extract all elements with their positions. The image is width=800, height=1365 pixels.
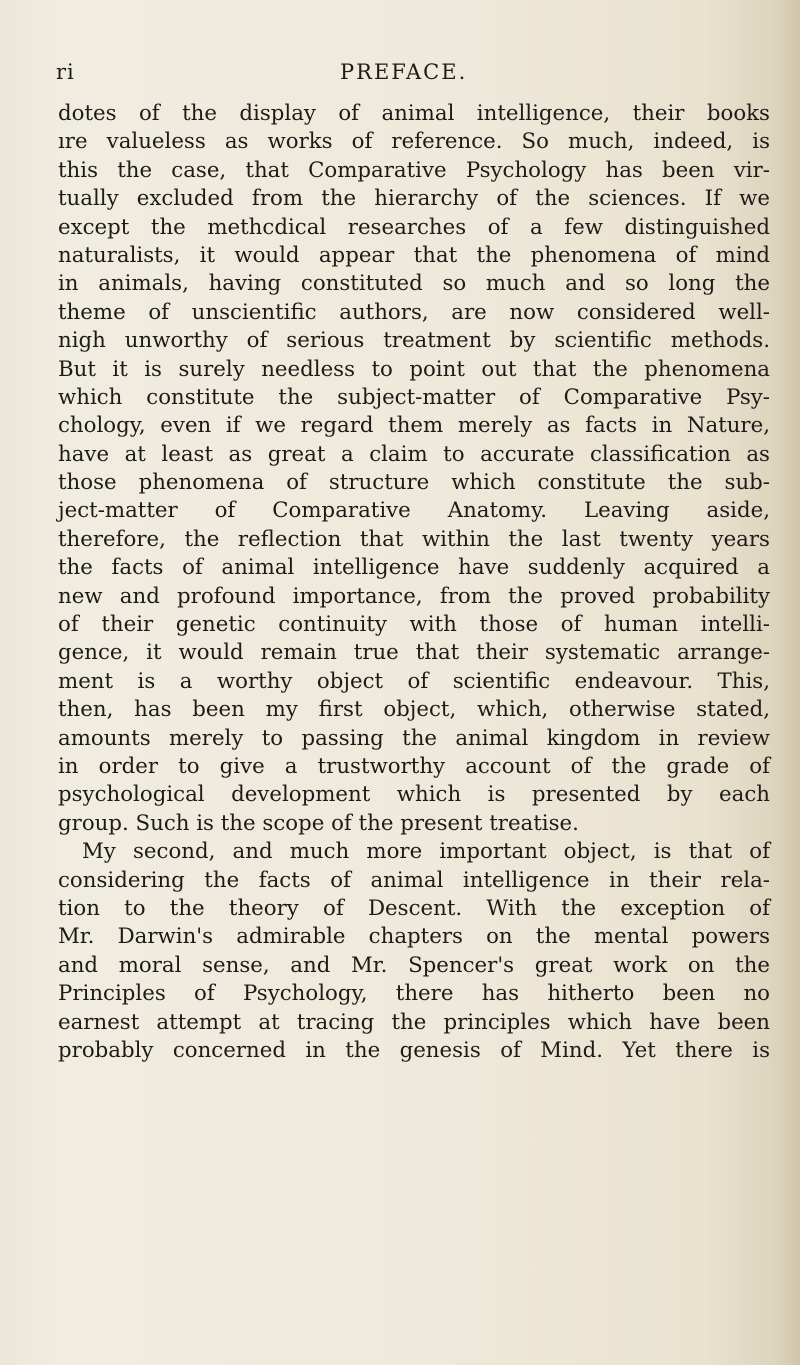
text-line: ment is a worthy object of scientific endeavour. This,: [58, 668, 770, 694]
text-line: gence, it would remain true that their systematic arrange-: [58, 640, 770, 666]
text-line: considering the facts of animal intelligence in their rela-: [58, 867, 770, 893]
text-line: chology, even if we regard them merely as facts in Nature,: [58, 413, 770, 439]
paragraph-start-line: My second, and much more important object, is that of: [82, 839, 770, 865]
text-line: and moral sense, and Mr. Spencer's great work on the: [58, 952, 770, 978]
text-line: naturalists, it would appear that the phenomena of mind: [58, 242, 770, 268]
text-line: dotes of the display of animal intelligence, their books: [58, 101, 770, 126]
text-line: this the case, that Comparative Psychology has been vir-: [58, 157, 770, 183]
text-line: But it is surely needless to point out that the phenomena: [58, 356, 770, 382]
text-line: in animals, having constituted so much and so long the: [58, 271, 770, 297]
text-line: probably concerned in the genesis of Mind. Yet there is: [58, 1037, 770, 1063]
text-line: Mr. Darwin's admirable chapters on the mental powers: [58, 924, 770, 950]
text-line: psychological development which is presented by each: [58, 782, 770, 808]
running-head: [0, 60, 800, 88]
text-line: new and profound importance, from the proved probability: [58, 583, 770, 609]
text-line: therefore, the reflection that within the last twenty years: [58, 526, 770, 552]
text-line: of their genetic continuity with those of human intelli-: [58, 612, 770, 638]
text-line: except the methcdical researches of a few distinguished: [58, 214, 770, 240]
text-line: those phenomena of structure which constitute the sub-: [58, 470, 770, 496]
text-line: theme of unscientific authors, are now considered well-: [58, 299, 770, 325]
page-number: ri: [56, 60, 75, 84]
paragraph-end-line: group. Such is the scope of the present treatise.: [58, 810, 579, 836]
body-text: [58, 100, 770, 1065]
text-line: have at least as great a claim to accurate classification as: [58, 441, 770, 467]
text-line: tually excluded from the hierarchy of the sciences. If we: [58, 186, 770, 212]
text-line: which constitute the subject-matter of Comparative Psy-: [58, 384, 770, 410]
text-line: Principles of Psychology, there has hitherto been no: [58, 981, 770, 1007]
text-line: earnest attempt at tracing the principles which have been: [58, 1009, 770, 1035]
text-line: tion to the theory of Descent. With the exception of: [58, 895, 770, 921]
text-line: in order to give a trustworthy account of the grade of: [58, 753, 770, 779]
text-line: ıre valueless as works of reference. So much, indeed, is: [58, 129, 770, 155]
text-line: then, has been my first object, which, otherwise stated,: [58, 697, 770, 723]
text-line: the facts of animal intelligence have suddenly acquired a: [58, 555, 770, 581]
text-line: amounts merely to passing the animal kingdom in review: [58, 725, 770, 751]
text-line: nigh unworthy of serious treatment by scientific methods.: [58, 328, 770, 354]
running-title: PREFACE.: [340, 60, 468, 84]
text-line: ject-matter of Comparative Anatomy. Leaving aside,: [58, 498, 770, 524]
